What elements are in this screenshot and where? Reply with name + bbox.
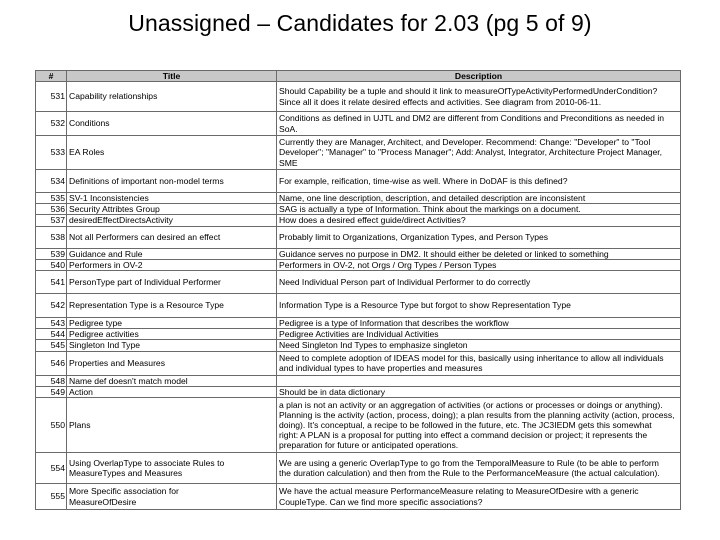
- row-number: 535: [36, 193, 67, 204]
- row-title: More Specific association for MeasureOfDesire: [67, 484, 277, 510]
- row-number: 545: [36, 340, 67, 351]
- row-number: 538: [36, 226, 67, 248]
- row-description: a plan is not an activity or an aggregation of activities (or actions or processes or doings or anything). Planning is the activity (action, process, doing); a plan results from the planning activity (action, process, doing). It's conceptual, a recipe to be followed in the future, etc. The JC3IEDM gets this somewhat right: A PLAN is a proposal for putting into effect a command decision or project; it represents the preparation for future or anticipated operations.: [277, 398, 681, 453]
- table-row: [36, 318, 681, 329]
- row-title: Definitions of important non-model terms: [67, 170, 277, 193]
- row-description: For example, reification, time-wise as well. Where in DoDAF is this defined?: [277, 170, 681, 193]
- row-description: Should Capability be a tuple and should it link to measureOfTypeActivityPerformedUnderCondition? Since all it does it relate desired effects and activities. See diagram from 2010-06-11.: [277, 82, 681, 112]
- row-number: 533: [36, 136, 67, 170]
- row-description: We are using a generic OverlapType to go from the TemporalMeasure to Rule (to be able to perform the duration calculation) and then from the Rule to the PerformanceMeasure (the actual calculation).: [277, 453, 681, 484]
- candidates-table: [35, 70, 681, 510]
- table-row: [36, 170, 681, 193]
- row-title: Guidance and Rule: [67, 248, 277, 259]
- table-row: [36, 112, 681, 136]
- row-number: 555: [36, 484, 67, 510]
- row-description: Performers in OV-2, not Orgs / Org Types / Person Types: [277, 259, 681, 270]
- row-description: Guidance serves no purpose in DM2. It should either be deleted or linked to something: [277, 248, 681, 259]
- row-title: Pedigree activities: [67, 329, 277, 340]
- row-title: Plans: [67, 398, 277, 453]
- row-number: 536: [36, 204, 67, 215]
- row-title: Name def doesn't match model: [67, 375, 277, 386]
- row-title: Capability relationships: [67, 82, 277, 112]
- row-number: 554: [36, 453, 67, 484]
- table-row: [36, 484, 681, 510]
- table-row: [36, 82, 681, 112]
- row-title: Using OverlapType to associate Rules to MeasureTypes and Measures: [67, 453, 277, 484]
- row-title: Security Attribtes Group: [67, 204, 277, 215]
- table-row: [36, 329, 681, 340]
- row-number: 550: [36, 398, 67, 453]
- row-description: How does a desired effect guide/direct Activities?: [277, 215, 681, 226]
- row-number: 549: [36, 386, 67, 397]
- row-number: 532: [36, 112, 67, 136]
- row-number: 541: [36, 271, 67, 294]
- table-row: [36, 386, 681, 397]
- row-title: EA Roles: [67, 136, 277, 170]
- row-title: SV-1 Inconsistencies: [67, 193, 277, 204]
- header-description: Description: [277, 71, 681, 82]
- table-row: [36, 248, 681, 259]
- header-title: Title: [67, 71, 277, 82]
- row-number: 539: [36, 248, 67, 259]
- table-header-row: [36, 71, 681, 82]
- row-number: 540: [36, 259, 67, 270]
- row-title: Pedigree type: [67, 318, 277, 329]
- table-row: [36, 294, 681, 318]
- table-row: [36, 271, 681, 294]
- row-number: 531: [36, 82, 67, 112]
- row-description: Name, one line description, description, and detailed description are inconsistent: [277, 193, 681, 204]
- header-number: #: [36, 71, 67, 82]
- row-description: Need Singleton Ind Types to emphasize singleton: [277, 340, 681, 351]
- row-number: 543: [36, 318, 67, 329]
- row-description: Probably limit to Organizations, Organization Types, and Person Types: [277, 226, 681, 248]
- row-title: desiredEffectDirectsActivity: [67, 215, 277, 226]
- row-title: Properties and Measures: [67, 351, 277, 375]
- table-row: [36, 375, 681, 386]
- table-row: [36, 136, 681, 170]
- row-number: 537: [36, 215, 67, 226]
- row-description: Information Type is a Resource Type but forgot to show Representation Type: [277, 294, 681, 318]
- row-title: Representation Type is a Resource Type: [67, 294, 277, 318]
- row-number: 548: [36, 375, 67, 386]
- table-row: [36, 453, 681, 484]
- row-number: 542: [36, 294, 67, 318]
- table-row: [36, 204, 681, 215]
- row-description: Pedigree is a type of Information that describes the workflow: [277, 318, 681, 329]
- table-row: [36, 398, 681, 453]
- table-row: [36, 215, 681, 226]
- row-title: Action: [67, 386, 277, 397]
- row-title: Not all Performers can desired an effect: [67, 226, 277, 248]
- row-description: [277, 375, 681, 386]
- table-row: [36, 351, 681, 375]
- row-number: 544: [36, 329, 67, 340]
- row-description: SAG is actually a type of Information. Think about the markings on a document.: [277, 204, 681, 215]
- table-row: [36, 226, 681, 248]
- row-description: Need Individual Person part of Individual Performer to do correctly: [277, 271, 681, 294]
- table-row: [36, 259, 681, 270]
- row-title: PersonType part of Individual Performer: [67, 271, 277, 294]
- row-number: 546: [36, 351, 67, 375]
- row-description: Should be in data dictionary: [277, 386, 681, 397]
- row-title: Performers in OV-2: [67, 259, 277, 270]
- table-row: [36, 193, 681, 204]
- row-description: Need to complete adoption of IDEAS model for this, basically using inheritance to allow all individuals and individual types to have properties and measures: [277, 351, 681, 375]
- table-row: [36, 340, 681, 351]
- row-title: Conditions: [67, 112, 277, 136]
- row-description: Currently they are Manager, Architect, and Developer. Recommend: Change: "Developer" to "Tool Developer"; "Manager" to "Process Manager"; Add: Analyst, Integrator, Architecture Project Manager, SME: [277, 136, 681, 170]
- row-number: 534: [36, 170, 67, 193]
- row-description: We have the actual measure PerformanceMeasure relating to MeasureOfDesire with a generic CoupleType. Can we find more specific associations?: [277, 484, 681, 510]
- slide-title: Unassigned – Candidates for 2.03 (pg 5 of 9): [128, 10, 592, 36]
- row-description: Pedigree Activities are Individual Activities: [277, 329, 681, 340]
- row-description: Conditions as defined in UJTL and DM2 are different from Conditions and Preconditions as needed in SoA.: [277, 112, 681, 136]
- candidates-table-wrapper: [35, 70, 680, 510]
- row-title: Singleton Ind Type: [67, 340, 277, 351]
